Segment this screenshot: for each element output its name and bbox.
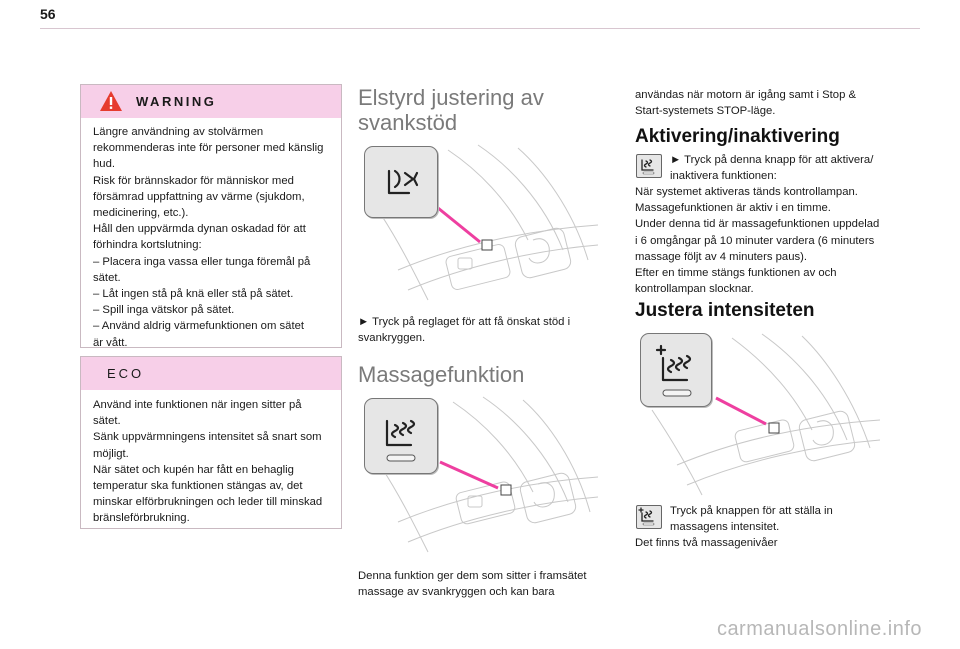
text-line: Sänk uppvärmningens intensitet så snart som	[93, 431, 322, 444]
activation-icon-box	[636, 154, 662, 178]
eco-title: ECO	[107, 366, 145, 381]
eco-header	[81, 357, 341, 390]
text-line: ► Tryck på denna knapp för att aktivera/	[670, 154, 874, 166]
warning-header	[81, 85, 341, 118]
massage-intensity-icon	[637, 506, 661, 528]
activation-text	[635, 184, 879, 297]
eco-text	[93, 397, 322, 527]
text-line: medicinering, etc.).	[93, 207, 189, 220]
intensity-icon-box	[636, 505, 662, 529]
text-line: massagens intensitet.	[670, 521, 780, 534]
text-line: förhindra kortslutning:	[93, 239, 202, 252]
text-line: – Använd aldrig värmefunktionen om sätet	[93, 320, 305, 333]
text-line: bränsleförbrukning.	[93, 512, 190, 525]
text-line: är vått.	[93, 336, 128, 349]
text-line: Massagefunktionen är aktiv i en timme.	[635, 202, 831, 215]
text-line: Längre användning av stolvärmen	[93, 126, 264, 138]
text-line: Tryck på knappen för att ställa in	[670, 505, 833, 517]
massage-continued	[635, 87, 856, 119]
warning-title: WARNING	[136, 94, 217, 109]
pointer-line	[438, 208, 480, 242]
warning-triangle-icon	[99, 90, 123, 112]
text-line: hud.	[93, 158, 115, 171]
warning-text	[93, 124, 323, 351]
warning-box	[80, 84, 342, 348]
text-line: Under denna tid är massagefunktionen uppdelad	[635, 218, 880, 231]
text-line: ► Tryck på reglaget för att få önskat stöd i	[358, 316, 571, 328]
lumbar-button[interactable]	[364, 146, 438, 218]
text-line: – Placera inga vassa eller tunga föremål på	[93, 255, 311, 268]
text-line: Använd inte funktionen när ingen sitter på	[93, 399, 302, 411]
text-line: inaktivera funktionen:	[670, 170, 777, 183]
text-line: Håll den uppvärmda dynan oskadad för att	[93, 223, 306, 236]
text-line: kontrollampan slocknar.	[635, 283, 754, 296]
eco-box	[80, 356, 342, 529]
heading-line: Elstyrd justering av	[358, 85, 544, 110]
text-line: Denna funktion ger dem som sitter i framsätet	[358, 570, 587, 582]
text-line: När sätet och kupén har fått en behaglig	[93, 463, 294, 476]
text-line: minskar elförbrukningen och leder till minskad	[93, 496, 323, 509]
heading-line: svankstöd	[358, 110, 458, 135]
massage-intro	[358, 568, 587, 600]
pointer-line	[716, 398, 766, 424]
activation-icon-text	[670, 152, 873, 184]
intensity-heading: Justera intensiteten	[635, 300, 815, 321]
massage-heading: Massagefunktion	[358, 362, 525, 387]
text-line: När systemet aktiveras tänds kontrollampan.	[635, 186, 858, 198]
text-line: sätet.	[93, 415, 121, 428]
lumbar-instruction	[358, 314, 570, 346]
lumbar-adjust-icon	[365, 147, 437, 217]
text-line: Det finns två massagenivåer	[635, 537, 778, 549]
text-line: sätet.	[93, 271, 121, 284]
page-number: 56	[40, 6, 56, 22]
massage-intensity-icon	[641, 334, 711, 406]
massage-intensity-button[interactable]	[640, 333, 712, 407]
text-line: – Spill inga vätskor på sätet.	[93, 304, 235, 317]
text-line: försämrad uppfattning av värme (sjukdom,	[93, 190, 305, 203]
massage-icon	[365, 399, 437, 473]
text-line: massage följt av 4 minuters paus).	[635, 250, 808, 263]
text-line: Efter en timme stängs funktionen av och	[635, 267, 837, 280]
text-line: massage av svankryggen och kan bara	[358, 586, 555, 599]
text-line: rekommenderas inte för personer med känslig	[93, 142, 324, 155]
header-rule	[40, 28, 920, 29]
massage-icon	[637, 155, 661, 177]
text-line: användas när motorn är igång samt i Stop &	[635, 89, 857, 101]
intensity-icon-text	[670, 503, 833, 535]
intensity-text	[635, 535, 778, 551]
massage-button[interactable]	[364, 398, 438, 474]
text-line: Start-systemets STOP-läge.	[635, 105, 776, 118]
text-line: i 6 omgångar på 10 minuter vardera (6 minuters	[635, 234, 875, 247]
lumbar-heading	[358, 85, 544, 135]
text-line: Risk för brännskador för människor med	[93, 174, 294, 187]
text-line: temperatur ska funktionen stängas av, det	[93, 480, 303, 493]
text-line: – Låt ingen stå på knä eller stå på sätet.	[93, 288, 294, 301]
watermark-footer[interactable]: carmanualsonline.info	[716, 618, 922, 640]
pointer-line	[440, 462, 498, 488]
text-line: möjligt.	[93, 447, 129, 460]
activation-heading: Aktivering/inaktivering	[635, 126, 840, 147]
text-line: svankryggen.	[358, 332, 426, 345]
